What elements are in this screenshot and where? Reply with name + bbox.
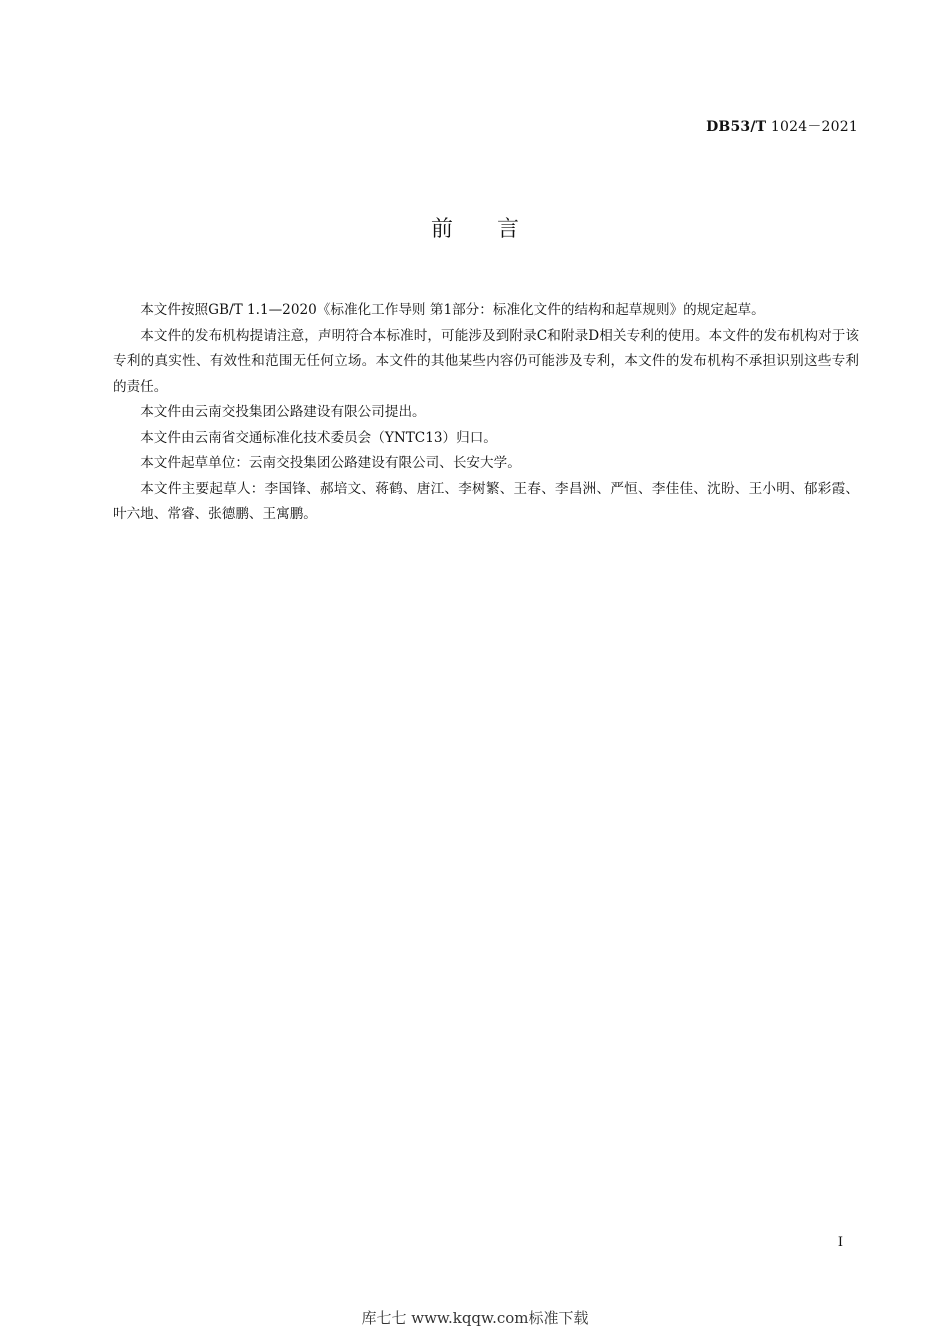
document-code-prefix: DB53/T — [706, 119, 767, 135]
page-title: 前言 — [430, 217, 563, 242]
paragraph-patent-notice: 本文件的发布机构提请注意，声明符合本标准时，可能涉及到附录C和附录D相关专利的使用。本文件的发布机构对于该专利的真实性、有效性和范围无任何立场。本文件的其他某些内容仍可能涉及专利，本文件的发布机构不承担识别这些专利的责任。 — [113, 327, 859, 395]
paragraph-drafting-units: 本文件起草单位：云南交投集团公路建设有限公司、长安大学。 — [140, 455, 521, 471]
page-number: I — [837, 1235, 843, 1250]
paragraph-drafting-basis: 本文件按照GB/T 1.1—2020《标准化工作导则 第1部分：标准化文件的结构和起草规则》的规定起草。 — [140, 302, 765, 318]
watermark-text: 库七七 www.kqqw.com标准下载 — [361, 1309, 589, 1327]
document-code-number: 1024－2021 — [766, 119, 858, 135]
document-body — [113, 298, 859, 528]
paragraph-drafters: 本文件主要起草人：李国锋、郝培文、蒋鹤、唐江、李树繁、王春、李昌洲、严恒、李佳佳、沈盼、王小明、郁彩霞、叶六地、常睿、张德鹏、王寓鹏。 — [113, 480, 859, 522]
document-code — [706, 116, 858, 136]
paragraph-administration: 本文件由云南省交通标准化技术委员会（YNTC13）归口。 — [140, 429, 497, 446]
paragraph-proposer: 本文件由云南交投集团公路建设有限公司提出。 — [140, 404, 426, 420]
